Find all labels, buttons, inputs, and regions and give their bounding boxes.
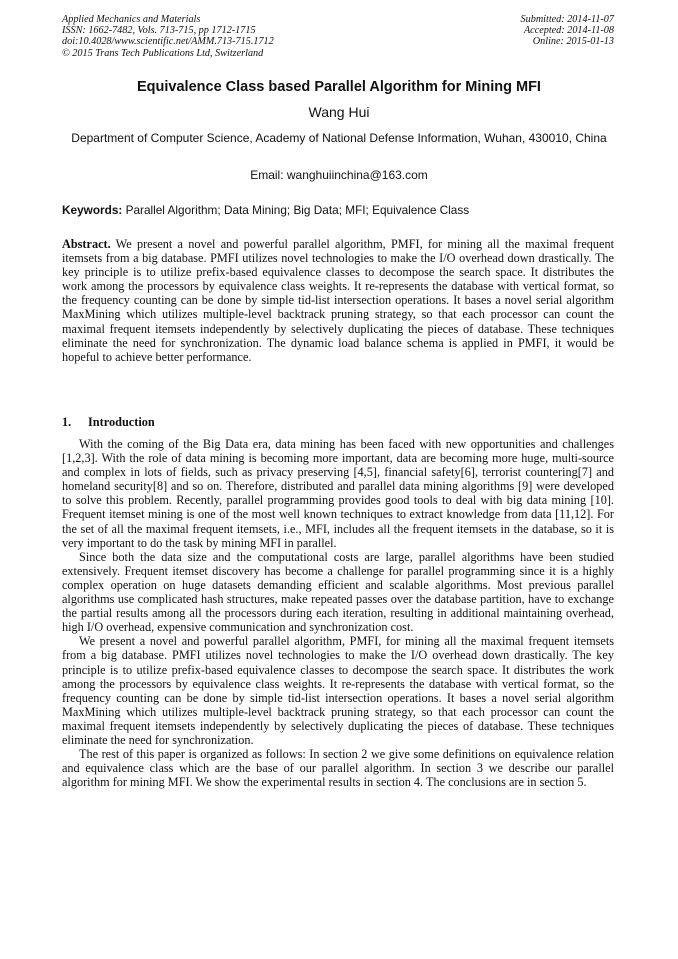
paragraph: Since both the data size and the computational costs are large, parallel algorithms have been studied extensively. Frequent itemset discovery has become a challenge for parallel programming since it is a highly complex operation on huge datasets demanding efficient and scalable algorithms. Most previous parallel algorithms use complicated hash structures, make repeated passes over the database partition, have to exchange the partial results among all the processors during each iteration, resulting in additional maintaining overhead, high I/O overhead, expensive communication and synchronization cost. bbox=[62, 549, 614, 635]
section-heading-introduction bbox=[62, 415, 155, 430]
paragraph: We present a novel and powerful parallel algorithm, PMFI, for mining all the maximal frequent itemsets from a big database. PMFI utilizes novel technologies to make the I/O overhead down drastically. The key principle is to utilize prefix-based equivalence classes to decompose the search space. It distributes the work among the processors by equivalence class weights. It re-represents the database with vertical format, so the frequency counting can be done by simple tid-list intersection operations. It bases a novel serial algorithm MaxMining which utilizes multiple-level backtrack pruning strategy, so that each processor can count the maximal frequent itemsets independently by selectively duplicating the pieces of database. These techniques eliminate the need for synchronization. bbox=[62, 634, 614, 747]
journal-header-right bbox=[521, 14, 614, 48]
abstract-label: Abstract. bbox=[62, 237, 111, 251]
issn-line: ISSN: 1662-7482, Vols. 713-715, pp 1712-1715 bbox=[62, 25, 256, 37]
section-number: 1. bbox=[62, 415, 72, 429]
submitted-date: Submitted: 2014-11-07 bbox=[520, 14, 614, 25]
author-name: Wang Hui bbox=[308, 104, 370, 120]
introduction-body bbox=[62, 437, 614, 789]
journal-name: Applied Mechanics and Materials bbox=[62, 14, 201, 25]
keywords-text: Parallel Algorithm; Data Mining; Big Data; MFI; Equivalence Class bbox=[122, 203, 470, 217]
author-email: Email: wanghuiinchina@163.com bbox=[250, 168, 428, 182]
abstract bbox=[62, 237, 614, 364]
section-title: Introduction bbox=[88, 415, 155, 429]
accepted-date: Accepted: 2014-11-08 bbox=[523, 25, 614, 37]
online-date: Online: 2015-01-13 bbox=[532, 36, 614, 48]
journal-header-left bbox=[62, 14, 274, 59]
paragraph: With the coming of the Big Data era, data mining has been faced with new opportunities and challenges [1,2,3]. With the role of data mining is becoming more important, data are becoming more huge, multi-source and complex in lots of fields, such as privacy preserving [4,5], financial safety[6], terrorist countering[7] and homeland security[8] and so on. Therefore, distributed and parallel data mining algorithms [9] were developed to solve this problem. Recently, parallel programming provides good tools to deal with big data mining [10]. Frequent itemset mining is one of the most well known techniques to extract knowledge from data [11,12]. For the set of all the maximal frequent itemsets, i.e., MFI, includes all the frequent itemsets in the database, so it is very important to do the task by mining MFI in parallel. bbox=[62, 437, 614, 550]
paragraph: The rest of this paper is organized as follows: In section 2 we give some definitions on equivalence relation and equivalence class which are the base of our parallel algorithm. In section 3 we describe our parallel algorithm for mining MFI. We show the experimental results in section 4. The conclusions are in section 5. bbox=[62, 747, 614, 790]
paper-title: Equivalence Class based Parallel Algorithm for Mining MFI bbox=[137, 79, 541, 95]
abstract-text: We present a novel and powerful parallel algorithm, PMFI, for mining all the maximal frequent itemsets from a big database. PMFI utilizes novel technologies to make the I/O overhead down drastically. The key principle is to utilize prefix-based equivalence classes to decompose the search space. It distributes the work among the processors by equivalence class weights. It re-represents the database with vertical format, so the frequency counting can be done by simple tid-list intersection operations. It bases a novel serial algorithm MaxMining which utilizes multiple-level backtrack pruning strategy, so that each processor can count the maximal frequent itemsets independently by selectively duplicating the pieces of database. These techniques eliminate the need for synchronization. The dynamic load balance schema is applied in PMFI, it would be hopeful to achieve better performance. bbox=[62, 237, 614, 364]
copyright-line: © 2015 Trans Tech Publications Ltd, Switzerland bbox=[62, 47, 264, 59]
affiliation: Department of Computer Science, Academy of National Defense Information, Wuhan, 430010, China bbox=[71, 131, 607, 145]
keywords-line bbox=[62, 203, 616, 217]
doi-line: doi:10.4028/www.scientific.net/AMM.713-715.1712 bbox=[62, 36, 274, 48]
keywords-label: Keywords: bbox=[62, 203, 123, 217]
